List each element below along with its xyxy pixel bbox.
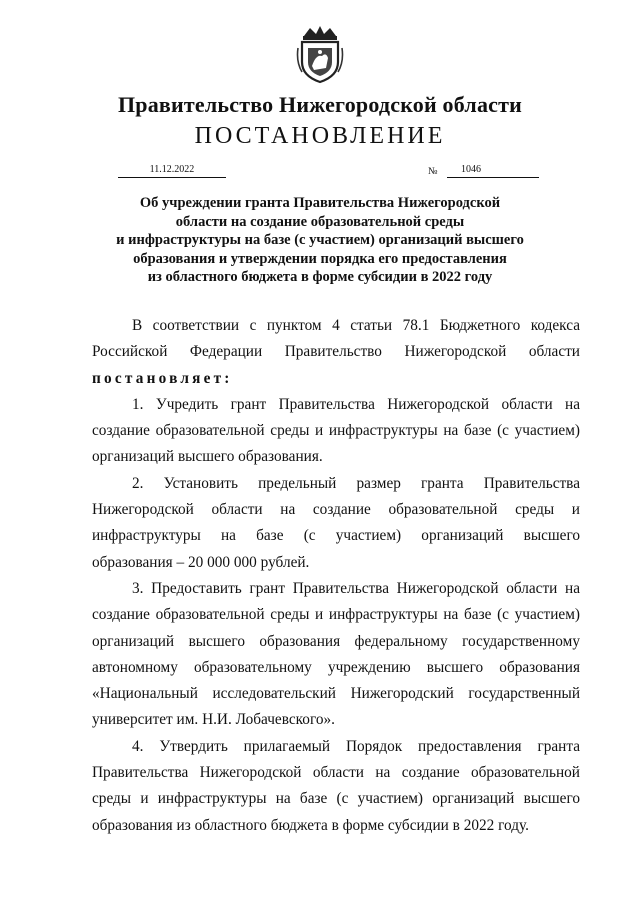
document-type: ПОСТАНОВЛЕНИЕ [194,123,446,149]
organization-title: Правительство Нижегородской области [117,92,522,117]
item-4-line: среды и инфраструктуры на базе (с участием) организаций высшего [92,790,580,808]
coat-of-arms-icon [296,22,344,84]
document-date [118,163,226,178]
number-sign: № [428,166,438,177]
item-3-line: университет им. Н.И. Лобачевского». [92,711,335,729]
item-2-line: Нижегородской области на создание образовательной среды и [92,501,580,519]
subject-line: Об учреждении гранта Правительства Нижегородской [139,195,501,211]
document-number [447,163,539,178]
decree-word: постановляет: [92,369,233,387]
item-1-line: создание образовательной среды и инфраструктуры на базе (с участием) [92,422,580,440]
item-4-line: 4. Утвердить прилагаемый Порядок предоставления гранта [132,737,580,755]
subject-line: области на создание образовательной среды [175,213,465,230]
item-1-line: 1. Учредить грант Правительства Нижегородской области на [132,395,580,413]
preamble-line: В соответствии с пунктом 4 статьи 78.1 Бюджетного кодекса [132,317,580,334]
item-3-line: «Национальный исследовательский Нижегородский государственный [92,685,580,703]
subject-line: и инфраструктуры на базе (с участием) организаций высшего [116,232,524,248]
item-3-line: организаций высшего образования федеральному государственному [92,632,580,650]
document-subject [80,194,560,287]
item-4-line: образования из областного бюджета в форме субсидии в 2022 году. [92,816,529,834]
item-3-line: автономному образовательному учреждению высшего образования [92,658,580,676]
document-body [92,313,580,839]
preamble-line: Российской Федерации Правительство Нижегородской области [92,343,580,361]
number-value: 1046 [461,164,481,175]
item-1-line: организаций высшего образования. [92,448,323,466]
date-value: 11.12.2022 [149,164,195,175]
item-3-line: создание образовательной среды и инфраструктуры на базе (с участием) [92,606,580,624]
item-2-line: образования – 20 000 000 рублей. [92,553,310,571]
subject-line: из областного бюджета в форме субсидии в 2022 году [147,269,493,285]
item-4-line: Правительства Нижегородской области на создание образовательной [92,764,580,782]
subject-line: образования и утверждении порядка его предоставления [133,250,507,267]
item-3-line: 3. Предоставить грант Правительства Нижегородской области на [132,579,580,597]
item-2-line: инфраструктуры на базе (с участием) организаций высшего [92,527,580,545]
item-2-line: 2. Установить предельный размер гранта Правительства [132,474,580,492]
